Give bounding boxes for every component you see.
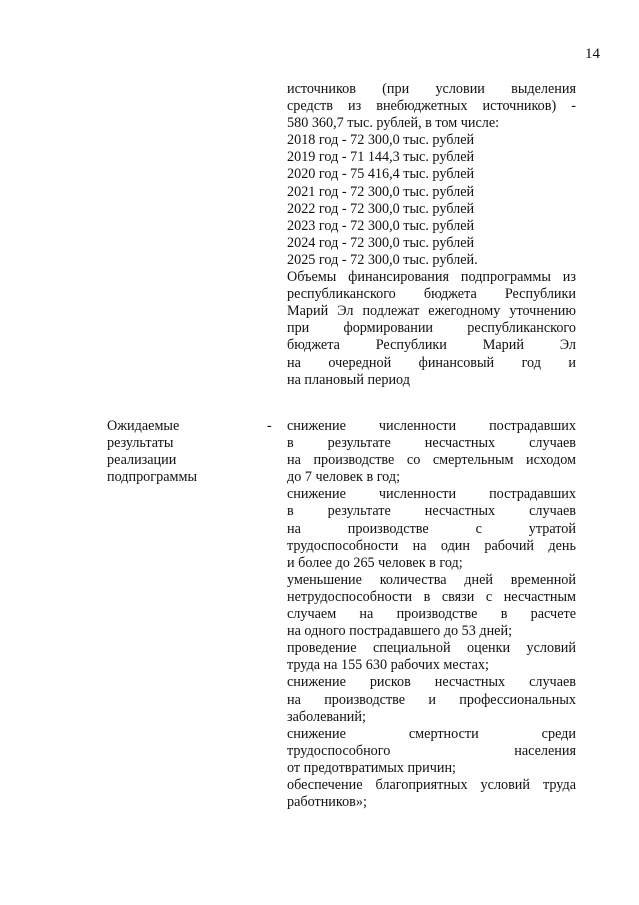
result-line: на производстве со смертельным исходом bbox=[287, 452, 576, 469]
result-line: труда на 155 630 рабочих местах; bbox=[287, 657, 489, 674]
label-line: реализации bbox=[107, 452, 177, 469]
text-line: 2021 год - 72 300,0 тыс. рублей bbox=[287, 183, 475, 200]
text-line: бюджета Республики Марий Эл bbox=[287, 337, 576, 354]
text-line: Объемы финансирования подпрограммы из bbox=[287, 269, 576, 286]
text-line: при формировании республиканского bbox=[287, 320, 576, 337]
expected-results-label bbox=[107, 418, 227, 486]
result-line: случаем на производстве в расчете bbox=[287, 606, 576, 623]
result-line: трудоспособности на один рабочий день bbox=[287, 537, 576, 554]
label-line: Ожидаемые bbox=[107, 418, 180, 434]
text-line: источников (при условии выделения bbox=[287, 81, 576, 97]
result-line: проведение специальной оценки условий bbox=[287, 640, 576, 657]
text-line: 2023 год - 72 300,0 тыс. рублей bbox=[287, 217, 475, 234]
page-number: 14 bbox=[585, 46, 600, 62]
result-line: в результате несчастных случаев bbox=[287, 435, 576, 452]
label-line: подпрограммы bbox=[107, 469, 197, 486]
result-line: на производстве с утратой bbox=[287, 520, 576, 537]
result-line: до 7 человек в год; bbox=[287, 469, 401, 486]
text-line: 2022 год - 72 300,0 тыс. рублей bbox=[287, 200, 475, 217]
result-line: уменьшение количества дней временной bbox=[287, 571, 576, 588]
label-dash: - bbox=[267, 418, 272, 434]
result-line: на одного пострадавшего до 53 дней; bbox=[287, 623, 513, 640]
result-line: от предотвратимых причин; bbox=[287, 759, 456, 776]
text-line: 2025 год - 72 300,0 тыс. рублей. bbox=[287, 251, 478, 268]
text-line: республиканского бюджета Республики bbox=[287, 286, 576, 303]
text-line: 2019 год - 71 144,3 тыс. рублей bbox=[287, 149, 475, 166]
text-line: Марий Эл подлежат ежегодному уточнению bbox=[287, 303, 576, 320]
label-line: результаты bbox=[107, 435, 174, 452]
result-line: и более до 265 человек в год; bbox=[287, 554, 463, 571]
result-line: обеспечение благоприятных условий труда bbox=[287, 776, 576, 793]
result-line: трудоспособного населения bbox=[287, 742, 576, 759]
result-line: снижение численности пострадавших bbox=[287, 486, 576, 503]
text-line: на очередной финансовый год и bbox=[287, 354, 576, 371]
result-line: нетрудоспособности в связи с несчастным bbox=[287, 588, 576, 605]
result-line: работников»; bbox=[287, 794, 367, 811]
result-line: снижение рисков несчастных случаев bbox=[287, 674, 576, 691]
expected-results-content bbox=[287, 418, 576, 811]
text-line: 2024 год - 72 300,0 тыс. рублей bbox=[287, 234, 475, 251]
result-line: заболеваний; bbox=[287, 708, 366, 725]
result-line: снижение численности пострадавших bbox=[287, 418, 576, 434]
text-line: 2018 год - 72 300,0 тыс. рублей bbox=[287, 132, 475, 149]
result-line: снижение смертности среди bbox=[287, 725, 576, 742]
text-line: на плановый период bbox=[287, 371, 410, 388]
text-line: 2020 год - 75 416,4 тыс. рублей bbox=[287, 166, 475, 183]
result-line: в результате несчастных случаев bbox=[287, 503, 576, 520]
text-line: 580 360,7 тыс. рублей, в том числе: bbox=[287, 115, 500, 132]
financing-continuation bbox=[287, 81, 576, 389]
text-line: средств из внебюджетных источников) - bbox=[287, 98, 576, 115]
result-line: на производстве и профессиональных bbox=[287, 691, 576, 708]
